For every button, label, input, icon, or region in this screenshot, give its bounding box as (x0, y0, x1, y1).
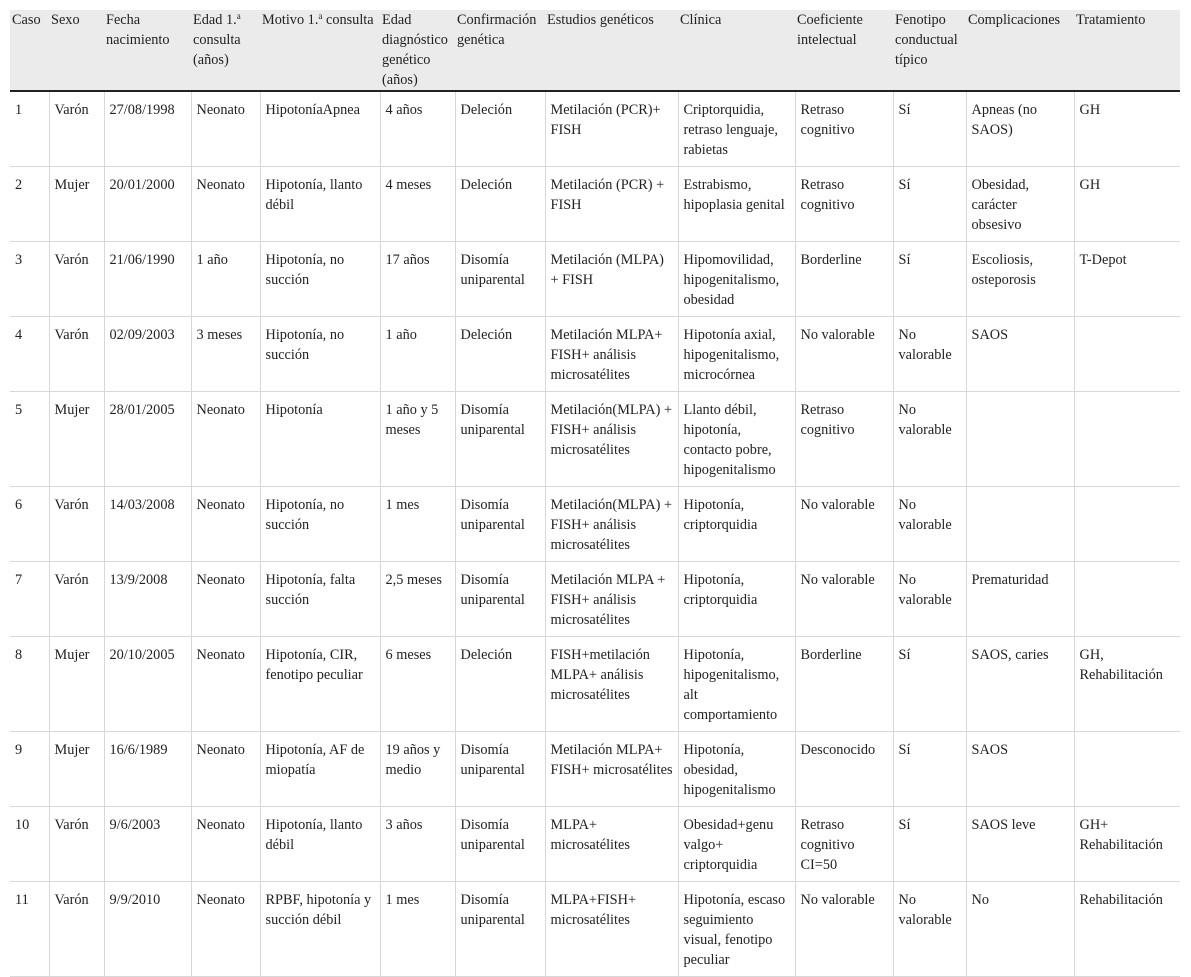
table-header (10, 10, 1180, 91)
cell-clinica: Hipotonía, escaso seguimiento visual, fenotipo peculiar (678, 882, 795, 977)
cell-tratamiento (1074, 487, 1180, 562)
cell-fenotipo-conductual: No valorable (893, 392, 966, 487)
header-estudios-geneticos: Estudios genéticos (545, 10, 678, 91)
cell-fenotipo-conductual: Sí (893, 732, 966, 807)
cell-confirmacion-genetica: Disomía uniparental (455, 487, 545, 562)
cell-complicaciones: SAOS leve (966, 807, 1074, 882)
cell-confirmacion-genetica: Disomía uniparental (455, 242, 545, 317)
cell-fenotipo-conductual: Sí (893, 807, 966, 882)
cell-estudios-geneticos: Metilación MLPA + FISH+ análisis microsatélites (545, 562, 678, 637)
cell-fecha-nacimiento: 9/9/2010 (104, 882, 191, 977)
cell-sexo: Mujer (49, 637, 104, 732)
cell-motivo-primera-consulta: Hipotonía, no succión (260, 317, 380, 392)
cell-motivo-primera-consulta: RPBF, hipotonía y succión débil (260, 882, 380, 977)
cell-edad-diagnostico: 6 meses (380, 637, 455, 732)
table-body (10, 91, 1180, 977)
cell-edad-diagnostico: 2,5 meses (380, 562, 455, 637)
cell-sexo: Mujer (49, 732, 104, 807)
cell-coeficiente-intelectual: No valorable (795, 317, 893, 392)
header-motivo-primera-consulta: Motivo 1.$^a$ consulta (260, 10, 380, 91)
cell-clinica: Hipotonía, criptorquidia (678, 487, 795, 562)
cell-caso: 11 (10, 882, 49, 977)
cell-fenotipo-conductual: Sí (893, 242, 966, 317)
cell-estudios-geneticos: Metilación(MLPA) + FISH+ análisis microsatélites (545, 487, 678, 562)
cell-confirmacion-genetica: Disomía uniparental (455, 562, 545, 637)
header-edad-primera-consulta: Edad 1.$^a$ consulta (años) (191, 10, 260, 91)
cell-edad-primera-consulta: Neonato (191, 392, 260, 487)
cell-estudios-geneticos: Metilación (PCR)+ FISH (545, 91, 678, 167)
cell-edad-diagnostico: 4 meses (380, 167, 455, 242)
cell-edad-diagnostico: 1 año (380, 317, 455, 392)
table-row (10, 807, 1180, 882)
header-complicaciones: Complicaciones (966, 10, 1074, 91)
cell-confirmacion-genetica: Deleción (455, 637, 545, 732)
cell-coeficiente-intelectual: Borderline (795, 242, 893, 317)
cell-fecha-nacimiento: 21/06/1990 (104, 242, 191, 317)
cell-tratamiento (1074, 562, 1180, 637)
cell-confirmacion-genetica: Disomía uniparental (455, 732, 545, 807)
cell-tratamiento: T-Depot (1074, 242, 1180, 317)
header-coeficiente-intelectual: Coeficiente intelectual (795, 10, 893, 91)
header-sexo: Sexo (49, 10, 104, 91)
cell-caso: 7 (10, 562, 49, 637)
table-row (10, 317, 1180, 392)
cell-tratamiento (1074, 732, 1180, 807)
cell-sexo: Varón (49, 562, 104, 637)
table-row (10, 242, 1180, 317)
header-fecha-nacimiento: Fecha nacimiento (104, 10, 191, 91)
cell-sexo: Varón (49, 807, 104, 882)
cell-sexo: Varón (49, 882, 104, 977)
cell-fecha-nacimiento: 20/01/2000 (104, 167, 191, 242)
cell-clinica: Hipomovilidad, hipogenitalismo, obesidad (678, 242, 795, 317)
cell-estudios-geneticos: Metilación(MLPA) + FISH+ análisis microsatélites (545, 392, 678, 487)
cell-fenotipo-conductual: No valorable (893, 882, 966, 977)
table-row (10, 487, 1180, 562)
cell-estudios-geneticos: Metilación (MLPA) + FISH (545, 242, 678, 317)
cell-edad-diagnostico: 1 mes (380, 882, 455, 977)
cell-complicaciones: Obesidad, carácter obsesivo (966, 167, 1074, 242)
cell-caso: 4 (10, 317, 49, 392)
cell-complicaciones: No (966, 882, 1074, 977)
header-caso: Caso (10, 10, 49, 91)
cell-edad-primera-consulta: 1 año (191, 242, 260, 317)
cell-motivo-primera-consulta: Hipotonía, CIR, fenotipo peculiar (260, 637, 380, 732)
cell-edad-primera-consulta: Neonato (191, 807, 260, 882)
table-row (10, 392, 1180, 487)
cell-coeficiente-intelectual: Borderline (795, 637, 893, 732)
cell-tratamiento (1074, 317, 1180, 392)
cell-edad-diagnostico: 1 mes (380, 487, 455, 562)
header-edad-diagnostico: Edad diagnóstico genético (años) (380, 10, 455, 91)
cell-edad-primera-consulta: Neonato (191, 882, 260, 977)
cell-estudios-geneticos: MLPA+FISH+ microsatélites (545, 882, 678, 977)
cell-complicaciones: Apneas (no SAOS) (966, 91, 1074, 167)
cell-fecha-nacimiento: 14/03/2008 (104, 487, 191, 562)
cell-edad-primera-consulta: 3 meses (191, 317, 260, 392)
cell-edad-primera-consulta: Neonato (191, 487, 260, 562)
patients-table (10, 10, 1180, 977)
header-tratamiento: Tratamiento (1074, 10, 1180, 91)
cell-sexo: Varón (49, 91, 104, 167)
cell-edad-primera-consulta: Neonato (191, 562, 260, 637)
cell-fecha-nacimiento: 13/9/2008 (104, 562, 191, 637)
cell-coeficiente-intelectual: No valorable (795, 882, 893, 977)
cell-edad-diagnostico: 17 años (380, 242, 455, 317)
cell-coeficiente-intelectual: Retraso cognitivo (795, 91, 893, 167)
cell-edad-primera-consulta: Neonato (191, 91, 260, 167)
cell-complicaciones (966, 392, 1074, 487)
cell-edad-diagnostico: 19 años y medio (380, 732, 455, 807)
cell-coeficiente-intelectual: No valorable (795, 487, 893, 562)
cell-clinica: Obesidad+genu valgo+ criptorquidia (678, 807, 795, 882)
cell-motivo-primera-consulta: Hipotonía, llanto débil (260, 807, 380, 882)
cell-caso: 6 (10, 487, 49, 562)
cell-clinica: Llanto débil, hipotonía, contacto pobre, hipogenitalismo (678, 392, 795, 487)
cell-tratamiento: GH (1074, 91, 1180, 167)
cell-confirmacion-genetica: Deleción (455, 91, 545, 167)
cell-motivo-primera-consulta: Hipotonía, llanto débil (260, 167, 380, 242)
cell-sexo: Varón (49, 242, 104, 317)
cell-complicaciones: SAOS, caries (966, 637, 1074, 732)
cell-clinica: Hipotonía, obesidad, hipogenitalismo (678, 732, 795, 807)
cell-motivo-primera-consulta: Hipotonía, no succión (260, 487, 380, 562)
cell-fenotipo-conductual: No valorable (893, 317, 966, 392)
cell-confirmacion-genetica: Deleción (455, 317, 545, 392)
table-row (10, 732, 1180, 807)
cell-caso: 8 (10, 637, 49, 732)
cell-tratamiento: GH+ Rehabilitación (1074, 807, 1180, 882)
cell-fecha-nacimiento: 02/09/2003 (104, 317, 191, 392)
cell-complicaciones (966, 487, 1074, 562)
cell-estudios-geneticos: FISH+metilación MLPA+ análisis microsatélites (545, 637, 678, 732)
cell-edad-diagnostico: 1 año y 5 meses (380, 392, 455, 487)
cell-complicaciones: SAOS (966, 732, 1074, 807)
cell-fenotipo-conductual: Sí (893, 91, 966, 167)
header-clinica: Clínica (678, 10, 795, 91)
cell-estudios-geneticos: Metilación MLPA+ FISH+ microsatélites (545, 732, 678, 807)
cell-motivo-primera-consulta: HipotoníaApnea (260, 91, 380, 167)
cell-motivo-primera-consulta: Hipotonía, falta succión (260, 562, 380, 637)
cell-clinica: Hipotonía, criptorquidia (678, 562, 795, 637)
header-confirmacion-genetica: Confirmación genética (455, 10, 545, 91)
cell-coeficiente-intelectual: No valorable (795, 562, 893, 637)
cell-edad-primera-consulta: Neonato (191, 732, 260, 807)
cell-fenotipo-conductual: Sí (893, 167, 966, 242)
cell-clinica: Hipotonía, hipogenitalismo, alt comportamiento (678, 637, 795, 732)
cell-tratamiento: GH (1074, 167, 1180, 242)
cell-motivo-primera-consulta: Hipotonía (260, 392, 380, 487)
cell-edad-diagnostico: 3 años (380, 807, 455, 882)
cell-fecha-nacimiento: 20/10/2005 (104, 637, 191, 732)
cell-fecha-nacimiento: 9/6/2003 (104, 807, 191, 882)
cell-sexo: Mujer (49, 392, 104, 487)
cell-tratamiento: Rehabilitación (1074, 882, 1180, 977)
cell-confirmacion-genetica: Disomía uniparental (455, 392, 545, 487)
cell-sexo: Mujer (49, 167, 104, 242)
cell-complicaciones: Escoliosis, osteporosis (966, 242, 1074, 317)
cell-confirmacion-genetica: Deleción (455, 167, 545, 242)
table-row (10, 882, 1180, 977)
cell-confirmacion-genetica: Disomía uniparental (455, 882, 545, 977)
cell-estudios-geneticos: MLPA+ microsatélites (545, 807, 678, 882)
cell-coeficiente-intelectual: Retraso cognitivo (795, 167, 893, 242)
cell-fecha-nacimiento: 27/08/1998 (104, 91, 191, 167)
cell-fenotipo-conductual: No valorable (893, 562, 966, 637)
cell-fenotipo-conductual: Sí (893, 637, 966, 732)
cell-edad-diagnostico: 4 años (380, 91, 455, 167)
table-row (10, 167, 1180, 242)
cell-clinica: Hipotonía axial, hipogenitalismo, microcórnea (678, 317, 795, 392)
cell-complicaciones: SAOS (966, 317, 1074, 392)
cell-complicaciones: Prematuridad (966, 562, 1074, 637)
cell-motivo-primera-consulta: Hipotonía, no succión (260, 242, 380, 317)
cell-motivo-primera-consulta: Hipotonía, AF de miopatía (260, 732, 380, 807)
cell-sexo: Varón (49, 487, 104, 562)
table-row (10, 637, 1180, 732)
cell-caso: 10 (10, 807, 49, 882)
header-row (10, 10, 1180, 91)
cell-coeficiente-intelectual: Retraso cognitivo CI=50 (795, 807, 893, 882)
table-row (10, 562, 1180, 637)
cell-fecha-nacimiento: 28/01/2005 (104, 392, 191, 487)
table-row (10, 91, 1180, 167)
cell-caso: 5 (10, 392, 49, 487)
cell-caso: 2 (10, 167, 49, 242)
cell-tratamiento (1074, 392, 1180, 487)
cell-clinica: Estrabismo, hipoplasia genital (678, 167, 795, 242)
cell-sexo: Varón (49, 317, 104, 392)
cell-caso: 3 (10, 242, 49, 317)
cell-estudios-geneticos: Metilación MLPA+ FISH+ análisis microsatélites (545, 317, 678, 392)
cell-coeficiente-intelectual: Retraso cognitivo (795, 392, 893, 487)
cell-confirmacion-genetica: Disomía uniparental (455, 807, 545, 882)
cell-tratamiento: GH, Rehabilitación (1074, 637, 1180, 732)
cell-coeficiente-intelectual: Desconocido (795, 732, 893, 807)
cell-clinica: Criptorquidia, retraso lenguaje, rabietas (678, 91, 795, 167)
cell-edad-primera-consulta: Neonato (191, 637, 260, 732)
cell-fenotipo-conductual: No valorable (893, 487, 966, 562)
cell-fecha-nacimiento: 16/6/1989 (104, 732, 191, 807)
cell-caso: 1 (10, 91, 49, 167)
cell-edad-primera-consulta: Neonato (191, 167, 260, 242)
cell-caso: 9 (10, 732, 49, 807)
cell-estudios-geneticos: Metilación (PCR) + FISH (545, 167, 678, 242)
header-fenotipo-conductual: Fenotipo conductual típico (893, 10, 966, 91)
